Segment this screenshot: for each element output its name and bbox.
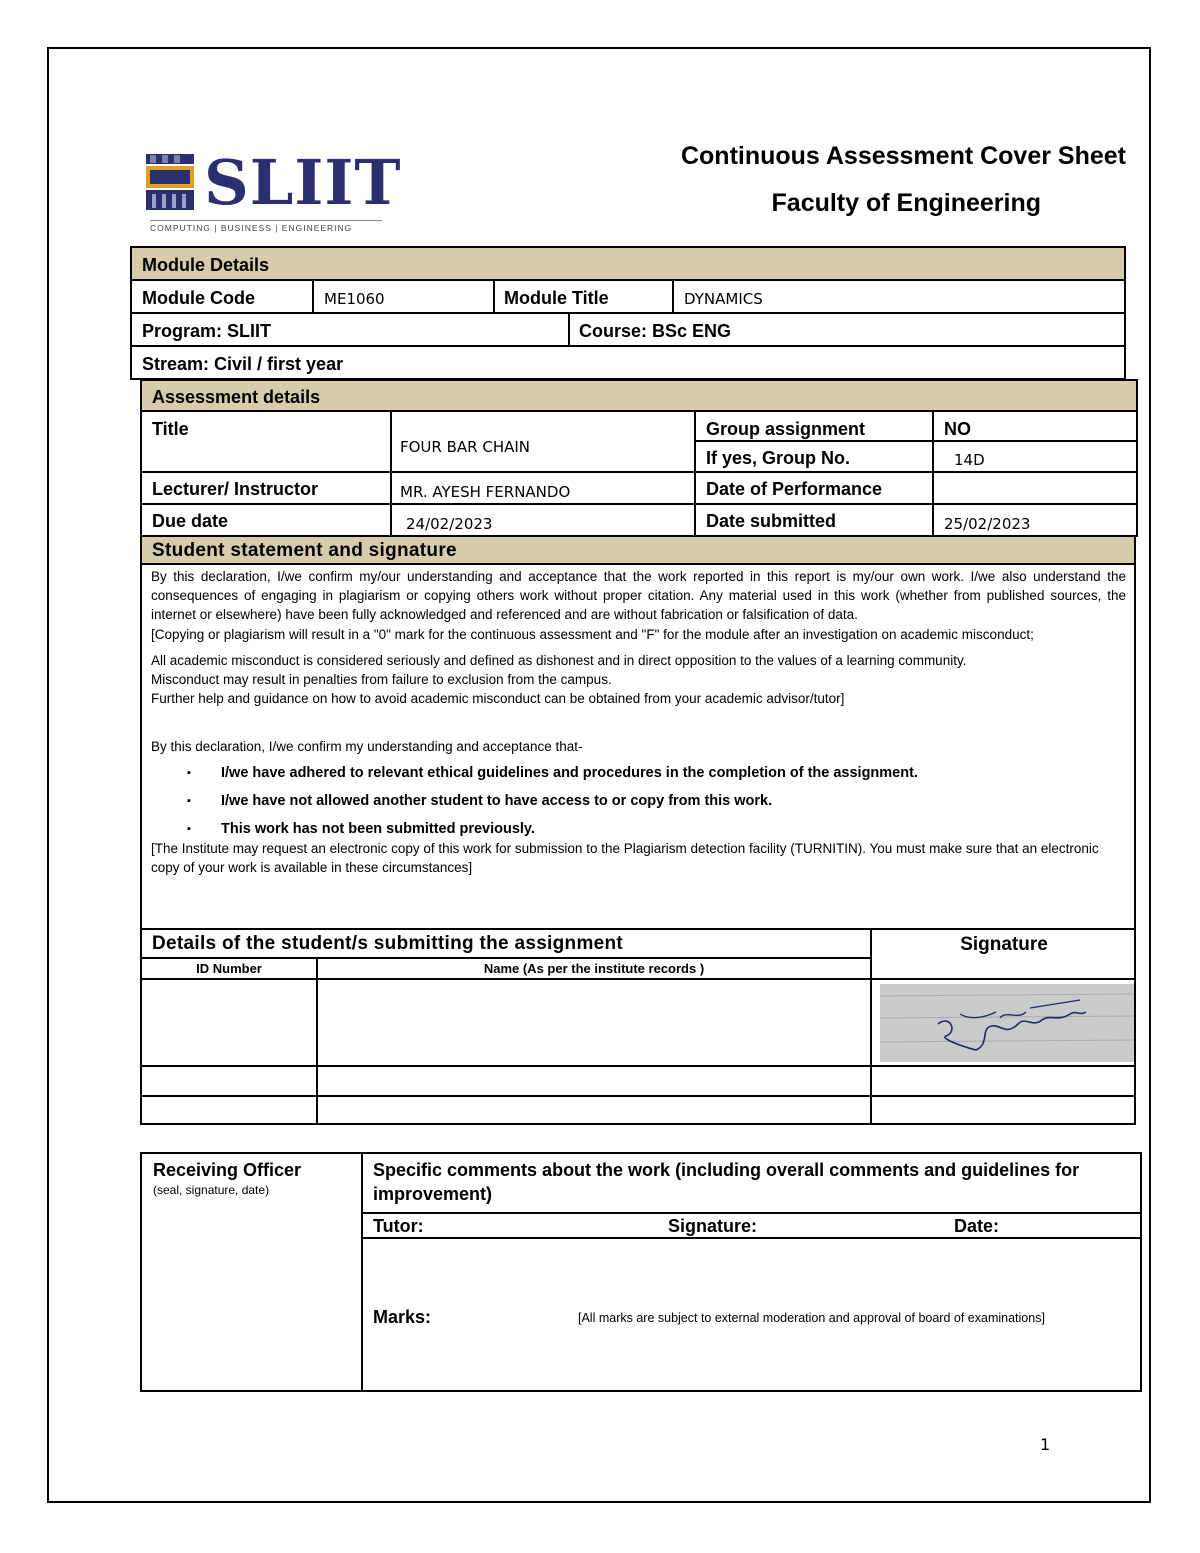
comments-label: Specific comments about the work (including overall comments and guidelines for improvement) bbox=[373, 1160, 1080, 1204]
signature-header: Signature bbox=[960, 934, 1048, 955]
name-header: Name (As per the institute records ) bbox=[483, 961, 705, 976]
assessment-table: Title FOUR BAR CHAIN Group assignment NO If yes, Group No. 14D Lecturer/ Instructor MR. AYESH FERNANDO Date of Performance Due date 24/02/2023 Date submitted 25/02/2023 bbox=[140, 410, 1138, 537]
page-number: 1 bbox=[1040, 1435, 1051, 1454]
due-date-value: 24/02/2023 bbox=[406, 515, 493, 533]
statement-header: Student statement and signature bbox=[140, 535, 1136, 565]
bullet-item: ▪ I/we have adhered to relevant ethical guidelines and procedures in the completion of the assignment. bbox=[151, 759, 1126, 787]
tutor-signature-label: Signature: bbox=[668, 1216, 758, 1236]
submitted-date-value: 25/02/2023 bbox=[944, 515, 1031, 533]
lecturer-value: MR. AYESH FERNANDO bbox=[400, 483, 571, 501]
students-table bbox=[140, 928, 1136, 1125]
tutor-label: Tutor: bbox=[373, 1216, 424, 1236]
students-section-title: Details of the student/s submitting the assignment bbox=[152, 933, 624, 954]
student-signature-image bbox=[880, 984, 1134, 1062]
group-no-value: 14D bbox=[954, 451, 985, 469]
statement-body: By this declaration, I/we confirm my/our understanding and acceptance that the work reported in this report is my/our own work. I/we also understand the consequences of engaging in plagiarism or copying others work without proper citation. Any material used in this work (whether from published sources, the internet or elsewhere) have been fully acknowledged and referenced and are without fabrication or falsification of data. [Copying or plagiarism will result in a "0" mark for the continuous assessment and "F" for the module after an investigation on academic misconduct; All academic misconduct is considered seriously and defined as dishonest and in direct opposition to the values of a learning community. Misconduct may result in penalties from failure to exclusion from the campus. Further help and guidance on how to avoid academic misconduct can be obtained from your academic advisor/tutor] By this declaration, I/we confirm my understanding and acceptance that- ▪ I/we have adhered to relevant ethical guidelines and procedures in the completion of the assignment. ▪ I/we have not allowed another student to have access to or copy from this work. ▪ This work has not been submitted previously. [The Institute may request an electronic copy of this work for submission to the Plagiarism detection facility (TURNITIN). You must make sure that an electronic copy of your work is available in these circumstances] bbox=[140, 563, 1136, 930]
program-row: Program: SLIIT Course: BSc ENG bbox=[130, 312, 1126, 347]
id-number-header: ID Number bbox=[196, 961, 262, 976]
page-title: Continuous Assessment Cover Sheet bbox=[680, 142, 1126, 170]
receiving-officer-note: (seal, signature, date) bbox=[153, 1183, 270, 1197]
sliit-crest-icon bbox=[144, 152, 196, 214]
receiving-table bbox=[140, 1152, 1142, 1392]
bullet-item: ▪ This work has not been submitted previously. bbox=[151, 815, 1126, 843]
marks-label: Marks: bbox=[373, 1307, 432, 1327]
assessment-details-header: Assessment details bbox=[140, 379, 1138, 412]
module-details-header: Module Details bbox=[130, 246, 1126, 281]
module-code-value: ME1060 bbox=[324, 290, 385, 308]
tutor-date-label: Date: bbox=[954, 1216, 1000, 1236]
logo-text: SLIIT bbox=[204, 146, 402, 219]
page-subtitle: Faculty of Engineering bbox=[771, 189, 1041, 217]
receiving-officer-label: Receiving Officer bbox=[153, 1160, 302, 1180]
module-title-value: DYNAMICS bbox=[684, 290, 763, 308]
assessment-title-value: FOUR BAR CHAIN bbox=[400, 438, 531, 456]
bullet-item: ▪ I/we have not allowed another student to have access to or copy from this work. bbox=[151, 787, 1126, 815]
module-code-row: Module Code ME1060 Module Title DYNAMICS bbox=[130, 279, 1126, 314]
logo-tagline: COMPUTING | BUSINESS | ENGINEERING bbox=[150, 220, 382, 233]
marks-note: [All marks are subject to external moderation and approval of board of examinations] bbox=[578, 1311, 1045, 1325]
stream-row: Stream: Civil / first year bbox=[130, 345, 1126, 380]
sliit-logo bbox=[140, 146, 402, 235]
group-assignment-value: NO bbox=[944, 419, 971, 439]
